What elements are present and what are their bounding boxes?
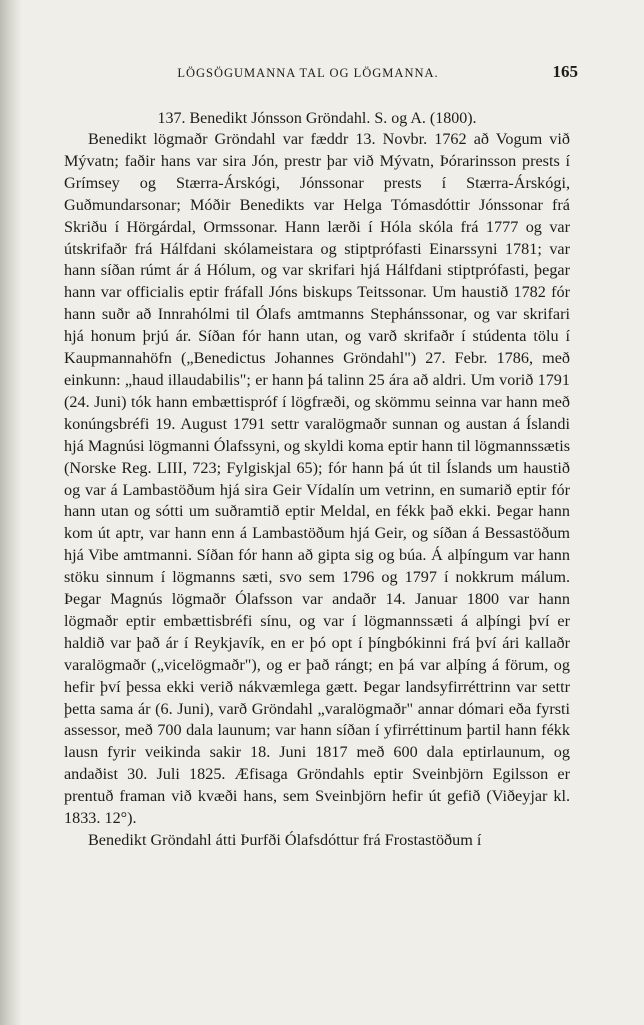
page-number: 165 (552, 62, 578, 81)
entry-closing-line: Benedikt Gröndahl átti Þurfði Ólafsdóttur frá Frostastöðum í (88, 831, 482, 849)
book-page (40, 60, 578, 852)
running-head (46, 60, 578, 84)
running-title: LÖGSÖGUMANNA TAL OG LÖGMANNA. (177, 66, 439, 80)
book-binding-shadow (0, 0, 22, 1025)
entry-heading: 137. Benedikt Jónsson Gröndahl. S. og A. (1800). (157, 110, 477, 127)
entry-body-paragraph: Benedikt lögmaðr Gröndahl var fæddr 13. Novbr. 1762 að Vogum við Mývatn; faðir hans var sira Jón, prestr þar við Mývatn, Þórarinsson prests í Grímsey og Stærra-Árskógi, Jónssonar prests í Stærra-Árskógi, Guðmundarsonar; Móðir Benedikts var Helga Tómasdóttir Jónssonar frá Skriðu í Hörgárdal, Ormssonar. Hann lærði í Hóla skóla frá 1777 og var útskrifaðr frá Hálfdani skólameistara og stiptprófasti Einarssyni 1781; var hann síðan rúmt ár á Hólum, og var skrifari hjá Hálfdani stiptprófasti, þegar hann var officialis eptir fráfall Jóns biskups Teitssonar. Um haustið 1782 fór hann suðr að Innrahólmi til Ólafs amtmanns Stephánssonar, og var skrifari hjá honum þrjú ár. Síðan fór hann utan, og varð skrifaðr í stúdenta tölu í Kaupmannahöfn („Benedictus Johannes Gröndahl") 27. Febr. 1786, með einkunn: „haud illaudabilis"; er hann þá talinn 25 ára að aldri. Um vorið 1791 (24. Juni) tók hann embættispróf í lögfræði, og skömmu seinna var hann með konúngsbréfi 19. August 1791 settr varalögmaðr sunnan og austan á Íslandi hjá Magnúsi lögmanni Ólafssyni, og skyldi koma eptir hann til lögmannssætis (Norske Reg. LIII, 723; Fylgiskjal 65); fór hann þá út til Íslands um haustið og var á Lambastöðum hjá sira Geir Vídalín um vetrinn, en sumarið eptir fór hann utan og sótti um suðramtið eptir Meldal, en fékk það ekki. Þegar hann kom út aptr, var hann enn á Lambastöðum hjá Geir, og síðan á Bessastöðum hjá Vibe amtmanni. Síðan fór hann að gipta sig og búa. Á alþíngum var hann stöku sinnum í lögmanns sæti, svo sem 1796 og 1797 í nokkrum málum. Þegar Magnús lögmaðr Ólafsson var andaðr 14. Januar 1800 var hann lögmaðr eptir embættisbréfi sínu, og var í lögmannssæti á alþíngi því er haldið var það ár í Reykjavík, en er þó opt í þíngbókinni frá því ári kallaðr varalögmaðr („vicelögmaðr"), og er það rángt; en þá var alþíng á förum, og hefir því þessa ekki verið nákvæmlega gætt. Þegar landsyfirréttrinn var settr þetta sama ár (6. Juni), varð Gröndahl „varalögmaðr" annar dómari eða fyrsti assessor, með 700 dala launum; var hann síðan í yfirréttinum þartil hann fékk lausn fyrir veikinda sakir 18. Juni 1817 með 600 dala eptirlaunum, og andaðist 30. Juli 1825. Æfisaga Gröndahls eptir Sveinbjörn Egilsson er prentuð framan við kvæði hans, sem Sveinbjörn hefir út gefið (Viðeyjar kl. 1833. 12°). (64, 130, 570, 828)
